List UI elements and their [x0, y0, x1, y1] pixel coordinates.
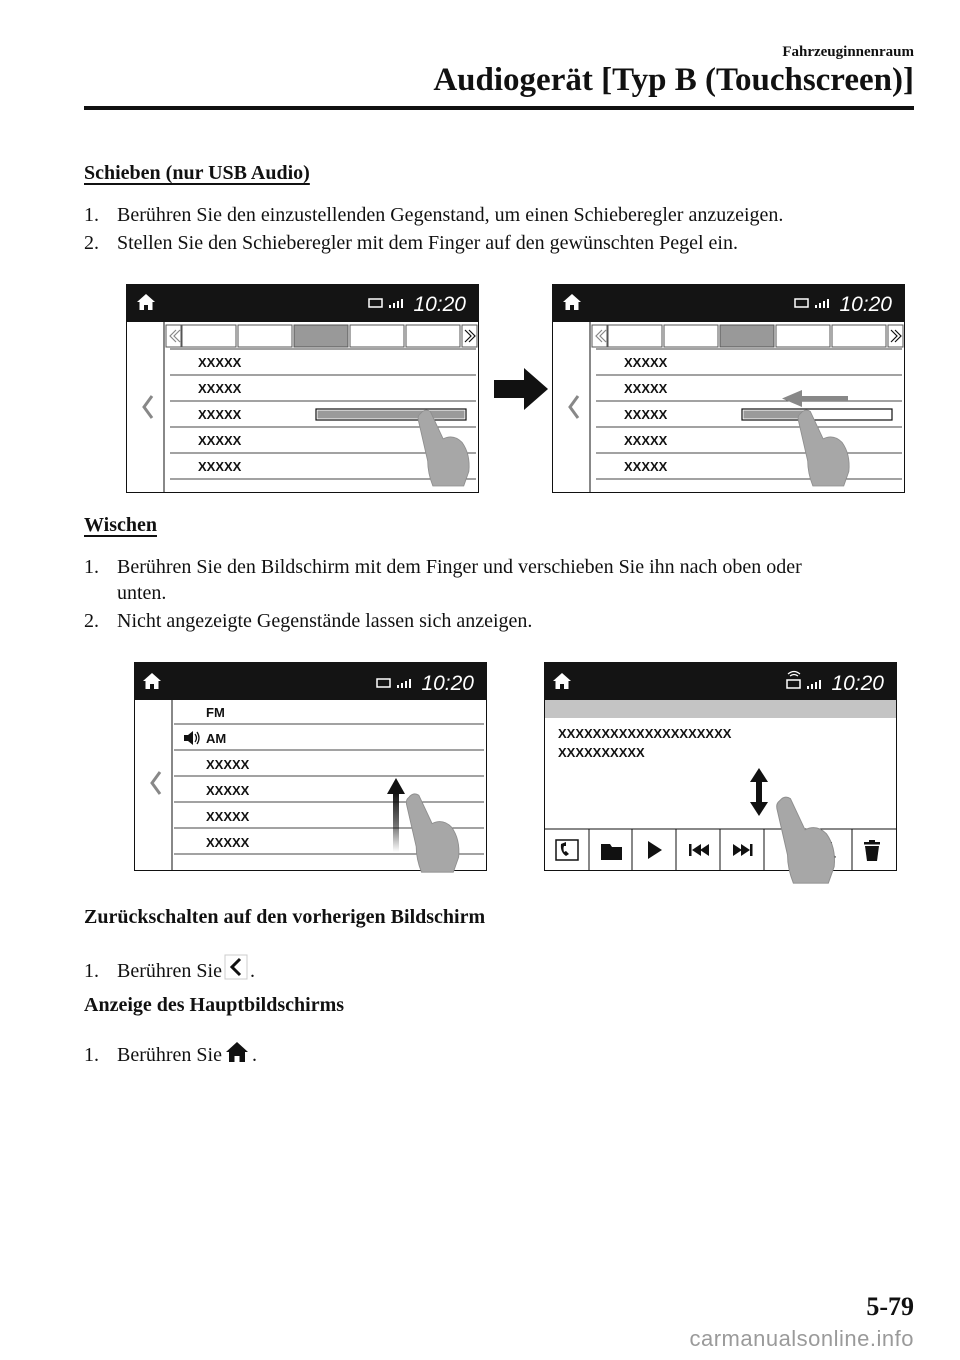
list-item[interactable]: XXXXX: [624, 407, 668, 422]
tab-bar[interactable]: [166, 325, 477, 347]
step-text: Berühren Sie den einzustellenden Gegenstand, um einen Schieberegler anzuzeigen.: [117, 204, 784, 226]
step-end: .: [249, 960, 255, 982]
step-schieben-1: [84, 202, 904, 228]
step-number: 1.: [84, 556, 99, 578]
tab-bar[interactable]: [592, 325, 903, 347]
screen-slider-after: [552, 284, 905, 499]
message-line-1: XXXXXXXXXXXXXXXXXXXX: [558, 726, 732, 741]
step-haupt-1: [84, 1040, 904, 1071]
list-item[interactable]: XXXXX: [206, 835, 250, 850]
section-heading-haupt: Anzeige des Hauptbildschirms: [84, 994, 345, 1016]
list-item[interactable]: XXXXX: [624, 381, 668, 396]
step-text: Stellen Sie den Schieberegler mit dem Finger auf den gewünschten Pegel ein.: [117, 232, 738, 254]
list-item[interactable]: XXXXX: [206, 809, 250, 824]
step-text: Berühren Sie den Bildschirm mit dem Finger und verschieben Sie ihn nach oben oder: [117, 556, 802, 578]
list-item-fm[interactable]: FM: [206, 705, 225, 720]
screen-list-swipe: [134, 662, 487, 879]
clock: 10:20: [839, 293, 892, 316]
arrow-right-icon: [492, 366, 550, 417]
clock: 10:20: [831, 672, 884, 695]
step-text-continued: unten.: [117, 582, 167, 604]
section-heading-wischen: Wischen: [84, 514, 157, 536]
screen-text-swipe: [544, 662, 897, 893]
list-item[interactable]: XXXXX: [198, 433, 242, 448]
list-item[interactable]: XXXXX: [206, 757, 250, 772]
section-title: Fahrzeuginnenraum: [782, 44, 914, 60]
step-end: .: [251, 1044, 257, 1066]
section-heading-zurueck: Zurückschalten auf den vorherigen Bildschirm: [84, 906, 486, 928]
step-wischen-2: [84, 608, 904, 634]
step-text: Berühren Sie: [117, 1044, 222, 1066]
list-item[interactable]: XXXXX: [206, 783, 250, 798]
step-zurueck-1: [84, 954, 904, 987]
step-text: Berühren Sie: [117, 960, 222, 982]
step-wischen-1: [84, 554, 904, 606]
section-heading-schieben: Schieben (nur USB Audio): [84, 162, 310, 184]
step-number: 2.: [84, 232, 99, 254]
step-number: 1.: [84, 960, 99, 982]
back-icon: [224, 954, 248, 987]
page-number: 5-79: [866, 1292, 914, 1321]
list-item[interactable]: XXXXX: [624, 459, 668, 474]
clock: 10:20: [421, 672, 474, 695]
list-item[interactable]: XXXXX: [198, 381, 242, 396]
slider[interactable]: [316, 409, 466, 420]
list-item[interactable]: XXXXX: [198, 407, 242, 422]
list-item[interactable]: XXXXX: [624, 433, 668, 448]
home-icon: [224, 1040, 250, 1071]
step-number: 1.: [84, 1044, 99, 1066]
list-item[interactable]: XXXXX: [198, 459, 242, 474]
message-line-2: XXXXXXXXXX: [558, 745, 645, 760]
title-bar: [545, 700, 896, 718]
step-number: 2.: [84, 610, 99, 632]
step-number: 1.: [84, 204, 99, 226]
screen-slider-before: [126, 284, 479, 499]
step-text: Nicht angezeigte Gegenstände lassen sich anzeigen.: [117, 610, 533, 632]
watermark: carmanualsonline.info: [689, 1326, 914, 1351]
step-schieben-2: [84, 230, 904, 256]
list-item[interactable]: XXXXX: [198, 355, 242, 370]
clock: 10:20: [413, 293, 466, 316]
slider[interactable]: [742, 409, 892, 420]
header-rule: [84, 106, 914, 110]
page-title: Audiogerät [Typ B (Touchscreen)]: [433, 62, 914, 98]
list-item-am[interactable]: AM: [206, 731, 227, 746]
list-item[interactable]: XXXXX: [624, 355, 668, 370]
